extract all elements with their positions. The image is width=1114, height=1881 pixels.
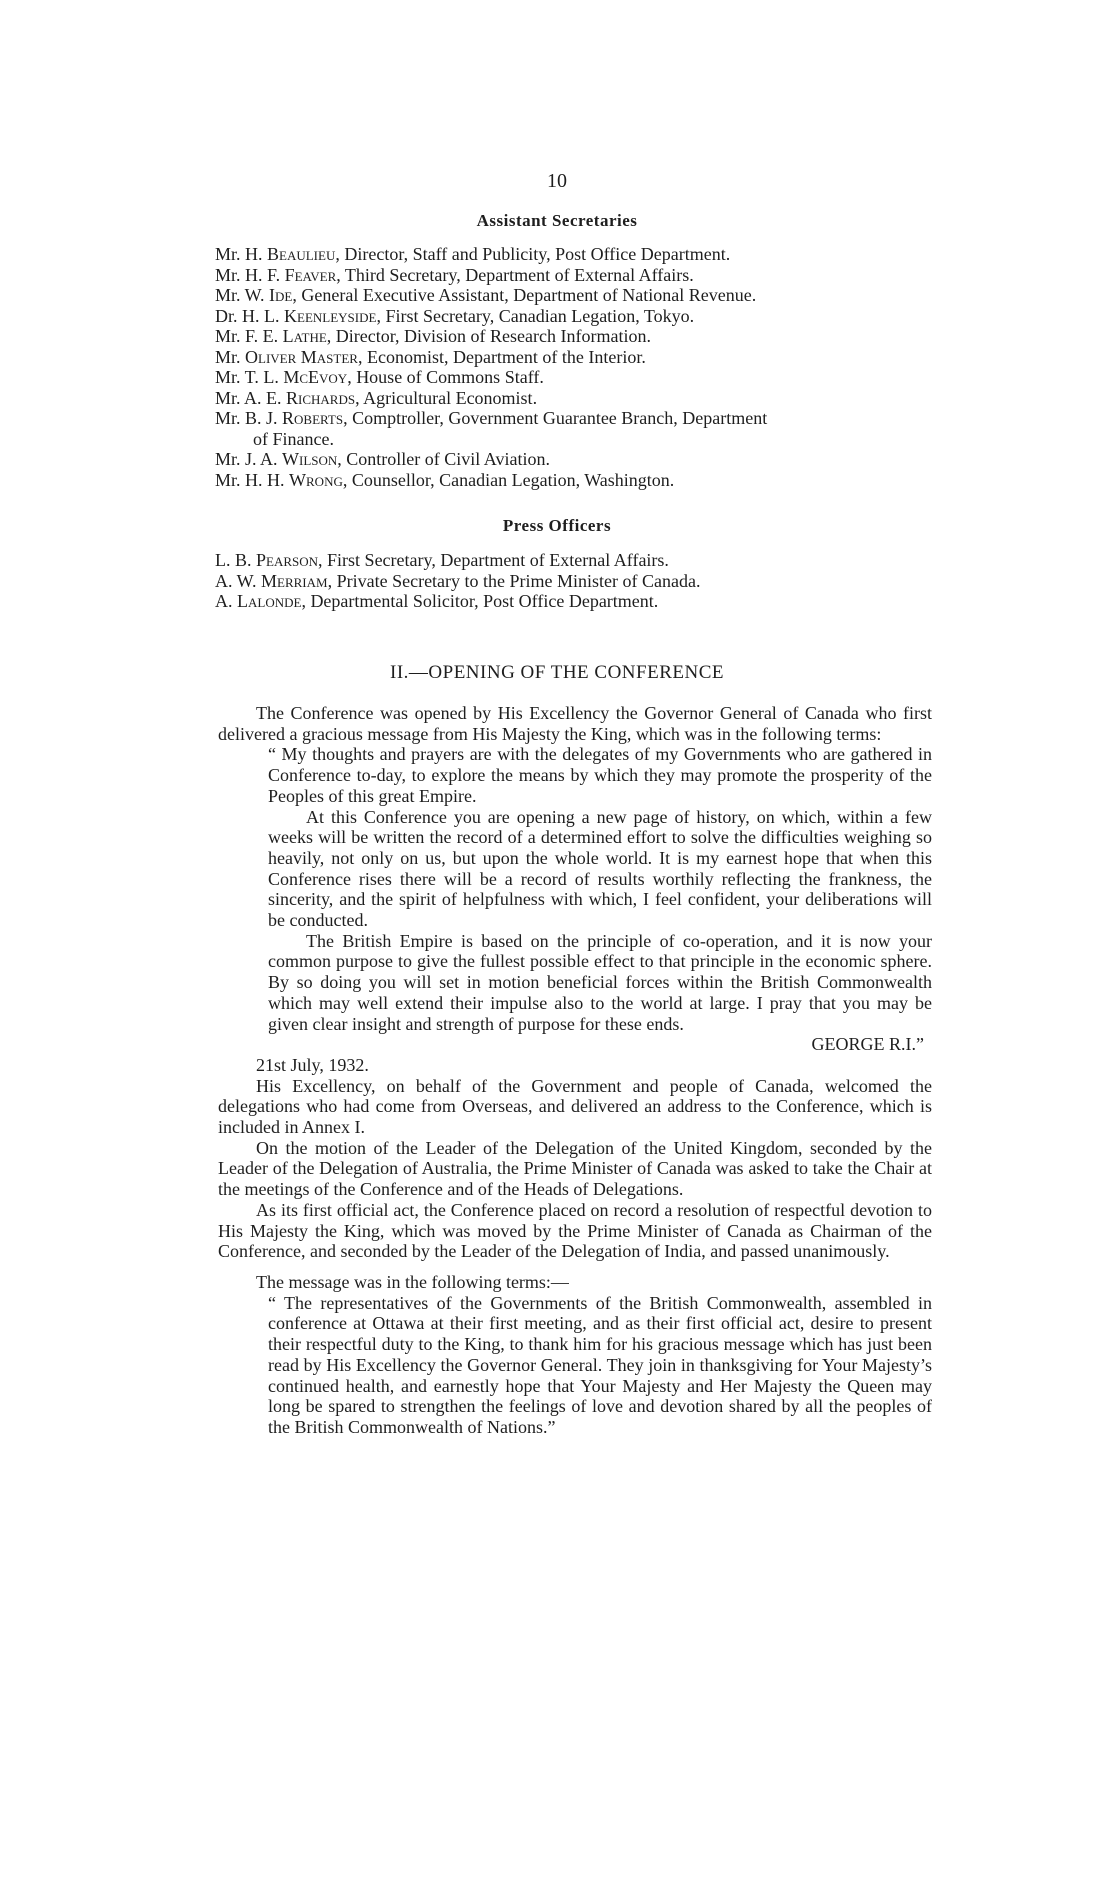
list-item: A. Lalonde, Departmental Solicitor, Post Office Department. — [215, 591, 659, 611]
quote-paragraph: “ My thoughts and prayers are with the delegates of my Governments who are gathered in Conference to-day, to explore the means by which they may promote the prosperity of the Peoples of this great Empire. — [268, 744, 932, 806]
press-officers-heading: Press Officers — [502, 516, 612, 535]
body-paragraph: On the motion of the Leader of the Delegation of the United Kingdom, seconded by the Leader of the Delegation of Australia, the Prime Minister of Canada was asked to take the Chair at the meetings of the Conference and of the Heads of Delegations. — [218, 1137, 932, 1200]
list-item: Mr. H. H. Wrong, Counsellor, Canadian Legation, Washington. — [215, 469, 675, 490]
date-line: 21st July, 1932. — [256, 1054, 369, 1075]
list-item: L. B. Pearson, First Secretary, Department of External Affairs. — [215, 550, 669, 570]
list-item: Mr. A. E. Richards, Agricultural Economist. — [215, 387, 538, 408]
assistant-secretaries-list — [215, 244, 935, 490]
king-message-quote — [268, 744, 932, 1055]
list-item: Mr. H. Beaulieu, Director, Staff and Publicity, Post Office Department. — [215, 244, 731, 264]
quote-paragraph: The British Empire is based on the principle of co-operation, and it is now your common purpose to give the fullest possible effect to that principle in the economic sphere. By so doing you will set in motion beneficial forces within the British Commonwealth which may well extend their impulse also to the world at large. I pray that you may be given clear insight and strength of purpose for these ends. — [268, 930, 932, 1034]
list-item: Mr. H. F. Feaver, Third Secretary, Department of External Affairs. — [215, 264, 694, 285]
list-item: Mr. J. A. Wilson, Controller of Civil Aviation. — [215, 449, 550, 469]
list-item: Mr. F. E. Lathe, Director, Division of Research Information. — [215, 326, 651, 346]
spacer — [218, 1262, 932, 1272]
assistant-secretaries-heading: Assistant Secretaries — [476, 211, 638, 230]
body-paragraph: His Excellency, on behalf of the Government and people of Canada, welcomed the delegations who had come from Overseas, and delivered an address to the Conference, which is included in Annex I. — [218, 1075, 932, 1138]
press-officers-list — [215, 550, 935, 612]
section-title: II.—OPENING OF THE CONFERENCE — [390, 662, 724, 683]
body-text — [218, 703, 932, 1438]
quote-paragraph: “ The representatives of the Governments of the British Commonwealth, assembled in conference at Ottawa at their first meeting, and as their first official act, desire to present their respectful duty to the King, to thank him for his gracious message which has just been read by His Excellency the Governor General. They join in thanksgiving for Your Majesty’s continued health, and earnestly hope that Your Majesty and Her Majesty the Queen may long be spared to strengthen the feelings of love and devotion shared by all the peoples of the British Commonwealth of Nations.” — [268, 1292, 932, 1437]
quote-paragraph: At this Conference you are opening a new page of history, on which, within a few weeks will be written the record of a determined effort to solve the difficulties weighing so heavily, not only on us, but upon the whole world. It is my earnest hope that when this Conference rises there will be a record of results worthily reflecting the frankness, the sincerity, and the spirit of helpfulness with which, I feel confident, your deliberations will be conducted. — [268, 806, 932, 931]
list-item: Mr. B. J. Roberts, Comptroller, Government Guarantee Branch, Department — [215, 408, 768, 428]
intro-paragraph: The Conference was opened by His Excellency the Governor General of Canada who first delivered a gracious message from His Majesty the King, which was in the following terms: — [218, 703, 932, 744]
list-item-continuation: of Finance. — [253, 428, 334, 449]
list-item: Dr. H. L. Keenleyside, First Secretary, Canadian Legation, Tokyo. — [215, 305, 695, 326]
body-paragraph: As its first official act, the Conference placed on record a resolution of respectful devotion to His Majesty the King, which was moved by the Prime Minister of Canada as Chairman of the Conference, and seconded by the Leader of the Delegation of India, and passed unanimously. — [218, 1199, 932, 1262]
list-item: Mr. W. Ide, General Executive Assistant, Department of National Revenue. — [215, 285, 757, 305]
resolution-quote — [268, 1293, 932, 1438]
signature: GEORGE R.I.” — [811, 1034, 924, 1055]
list-item: Mr. Oliver Master, Economist, Department of the Interior. — [215, 346, 646, 367]
message-intro: The message was in the following terms:— — [256, 1271, 569, 1292]
list-item: Mr. T. L. McEvoy, House of Commons Staff. — [215, 367, 544, 387]
page-number: 10 — [547, 170, 567, 192]
list-item: A. W. Merriam, Private Secretary to the Prime Minister of Canada. — [215, 570, 701, 591]
